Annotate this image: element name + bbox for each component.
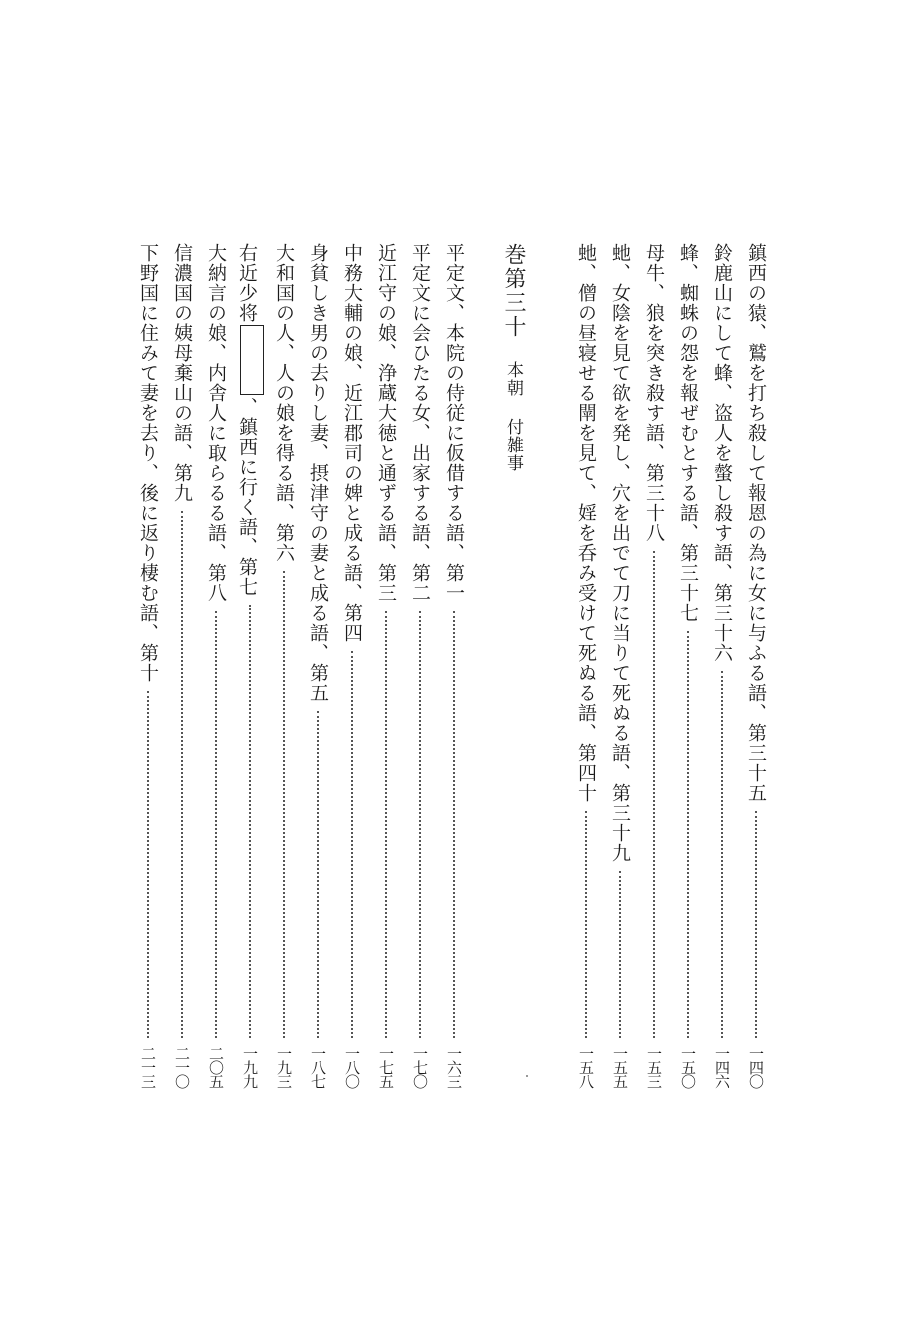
chapter-heading-main: 巻第三十 [501, 243, 526, 339]
toc-entry[interactable] [708, 243, 736, 1088]
leader-dots [687, 631, 689, 1038]
leader-dots [317, 711, 319, 1038]
toc-entry-page: 二一三 [139, 1046, 157, 1088]
leader-dots [721, 671, 723, 1038]
toc-entry[interactable] [168, 243, 196, 1088]
toc-entry-title: 近江守の娘、浄蔵大徳と通ずる語、第三 [375, 243, 397, 603]
toc-entry-title: 虵、女陰を見て欲を発し、穴を出でて刀に当りて死ぬる語、第三十九 [609, 243, 631, 863]
toc-entry-title: 平定文、本院の侍従に仮借する語、第一 [443, 243, 465, 603]
toc-entry-page: 一四〇 [747, 1046, 765, 1088]
toc-entry-title: 鎮西の猿、鷲を打ち殺して報恩の為に女に与ふる語、第三十五 [745, 243, 767, 803]
toc-entry[interactable] [742, 243, 770, 1088]
toc-entry-page: 一五〇 [679, 1046, 697, 1088]
toc-entry[interactable] [338, 243, 366, 1088]
toc-entry[interactable] [640, 243, 668, 1088]
toc-entry-title: 大納言の娘、内舎人に取らるる語、第八 [205, 243, 227, 603]
leader-dots [283, 571, 285, 1038]
leader-dots [453, 611, 455, 1038]
leader-dots [419, 611, 421, 1038]
leader-dots [755, 811, 757, 1038]
leader-dots [385, 611, 387, 1038]
leader-dots [147, 691, 149, 1038]
toc-entry-page: 二一〇 [173, 1046, 191, 1088]
toc-entry-title: 大和国の人、人の娘を得る語、第六 [273, 243, 295, 563]
toc-entry-title: 母牛、狼を突き殺す語、第三十八 [643, 243, 665, 543]
toc-entry[interactable] [304, 243, 332, 1088]
leader-dots [249, 605, 251, 1038]
stray-mark [526, 1075, 528, 1077]
toc-entry-title: 鈴鹿山にして蜂、盗人を螫し殺す語、第三十六 [711, 243, 733, 663]
leader-dots [653, 551, 655, 1038]
toc-entry[interactable] [202, 243, 230, 1088]
toc-entry-page: 一六三 [445, 1046, 463, 1088]
toc-entry-title: 平定文に会ひたる女、出家する語、第二 [409, 243, 431, 603]
toc-entry[interactable] [406, 243, 434, 1088]
toc-entry-page: 一九三 [275, 1046, 293, 1088]
toc-entry-page: 一九九 [241, 1046, 259, 1088]
leader-dots [181, 511, 183, 1038]
chapter-heading-sub: 本朝 付雑事 [503, 361, 523, 472]
toc-entry-page: 一五五 [611, 1046, 629, 1088]
leader-dots [585, 811, 587, 1038]
toc-entry-title: 身貧しき男の去りし妻、摂津守の妻と成る語、第五 [307, 243, 329, 703]
toc-entry-page: 一五三 [645, 1046, 663, 1088]
toc-entry[interactable] [270, 243, 298, 1088]
toc-entry-title: 信濃国の姨母棄山の語、第九 [171, 243, 193, 503]
toc-entry-page: 一八七 [309, 1046, 327, 1088]
toc-entry-title: 中務大輔の娘、近江郡司の婢と成る語、第四 [341, 243, 363, 643]
toc-entry[interactable] [236, 243, 264, 1088]
toc-entry-page: 一七五 [377, 1046, 395, 1088]
toc-entry-title-part: 、鎮西に行く語、第七 [236, 397, 258, 597]
chapter-heading [496, 243, 530, 472]
toc-entry[interactable] [372, 243, 400, 1088]
toc-entry-title: 虵、僧の昼寝せる閛を見て、婬を呑み受けて死ぬる語、第四十 [575, 243, 597, 803]
toc-entry-page: 一四六 [713, 1046, 731, 1088]
toc-entry-page: 二〇五 [207, 1046, 225, 1088]
leader-dots [215, 611, 217, 1038]
leader-dots [619, 871, 621, 1038]
toc-entry[interactable] [134, 243, 162, 1088]
toc-entry-title [236, 243, 264, 597]
toc-entry[interactable] [572, 243, 600, 1088]
toc-entry[interactable] [606, 243, 634, 1088]
toc-entry-title-part: 右近少将 [236, 243, 258, 323]
toc-entry-page: 一八〇 [343, 1046, 361, 1088]
leader-dots [351, 651, 353, 1038]
lacuna-box [240, 325, 264, 395]
toc-entry[interactable] [674, 243, 702, 1088]
toc-entry[interactable] [440, 243, 468, 1088]
toc-entry-page: 一五八 [577, 1046, 595, 1088]
toc-entry-title: 下野国に住みて妻を去り、後に返り棲む語、第十 [137, 243, 159, 683]
toc-entry-title: 蜂、蜘蛛の怨を報ぜむとする語、第三十七 [677, 243, 699, 623]
toc-entry-page: 一七〇 [411, 1046, 429, 1088]
